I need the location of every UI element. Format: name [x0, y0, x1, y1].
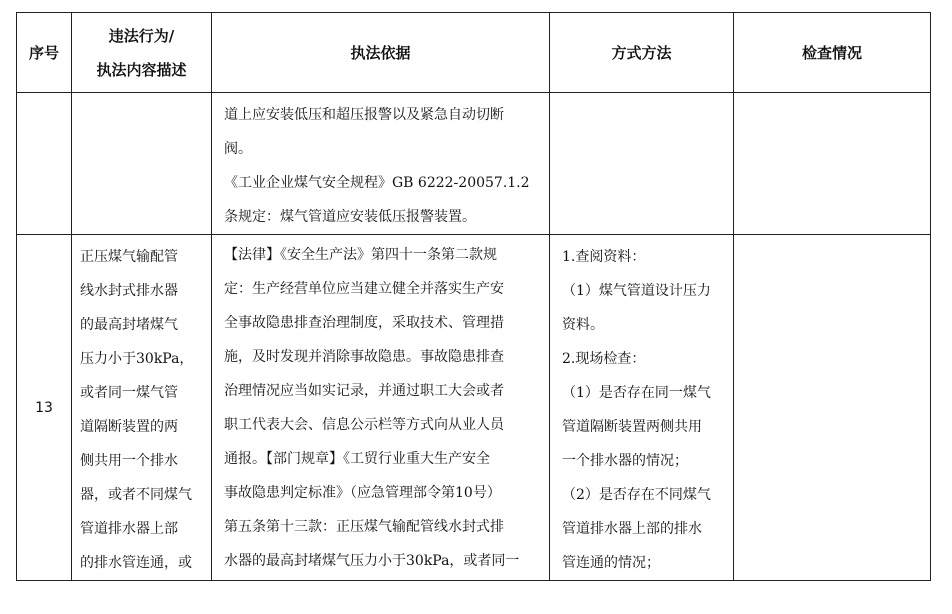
behavior-line: 或者同一煤气管	[80, 385, 178, 401]
table-row-13	[17, 235, 931, 581]
behavior-line: 器，或者不同煤气	[80, 487, 192, 503]
behavior-line: 压力小于30kPa，	[80, 351, 194, 367]
continued-behavior-cell	[72, 93, 212, 235]
table-header-row	[17, 13, 931, 93]
basis-cell	[212, 235, 550, 581]
header-behavior-line1: 违法行为/	[108, 26, 175, 45]
continued-no-cell	[17, 93, 72, 235]
header-no: 序号	[17, 13, 72, 93]
method-line: 资料。	[562, 317, 604, 333]
basis-line: 施，及时发现并消除事故隐患。事故隐患排查	[224, 349, 504, 365]
behavior-cell	[72, 235, 212, 581]
method-line: 管道排水器上部的排水	[562, 521, 702, 537]
enforcement-table	[16, 12, 931, 581]
basis-line: 治理情况应当如实记录，并通过职工大会或者	[224, 383, 504, 399]
basis-line: 全事故隐患排查治理制度，采取技术、管理措	[224, 315, 504, 331]
method-line: （1）煤气管道设计压力	[562, 283, 711, 299]
method-line: 一个排水器的情况；	[562, 453, 688, 469]
continued-basis-line: 条规定：煤气管道应安装低压报警装置。	[224, 209, 476, 225]
header-basis: 执法依据	[212, 13, 550, 93]
method-cell	[550, 235, 734, 581]
header-behavior	[72, 13, 212, 93]
basis-line: 定：生产经营单位应当建立健全并落实生产安	[224, 281, 504, 297]
method-line: 管道隔断装置两侧共用	[562, 419, 702, 435]
table-row-continued	[17, 93, 931, 235]
basis-line: 事故隐患判定标准》（应急管理部令第10号）	[224, 485, 501, 501]
behavior-line: 线水封式排水器	[80, 283, 178, 299]
basis-line: 【法律】《安全生产法》第四十一条第二款规	[224, 247, 497, 263]
continued-basis-cell	[212, 93, 550, 235]
header-inspection: 检查情况	[734, 13, 931, 93]
continued-basis-line: 道上应安装低压和超压报警以及紧急自动切断	[224, 107, 504, 123]
basis-line: 第五条第十三款：正压煤气输配管线水封式排	[224, 519, 504, 535]
continued-basis-line: 《工业企业煤气安全规程》GB 6222-20057.1.2	[224, 175, 530, 191]
inspection-cell	[734, 235, 931, 581]
behavior-line: 正压煤气输配管	[80, 249, 178, 265]
header-method: 方式方法	[550, 13, 734, 93]
continued-inspection-cell	[734, 93, 931, 235]
method-line: 2.现场检查：	[562, 351, 646, 367]
method-line: 1.查阅资料：	[562, 249, 646, 265]
basis-line: 通报。【部门规章】《工贸行业重大生产安全	[224, 451, 490, 467]
method-line: （2）是否存在不同煤气	[562, 487, 711, 503]
behavior-line: 管道排水器上部	[80, 521, 178, 537]
continued-basis-line: 阀。	[224, 141, 252, 157]
behavior-line: 道隔断装置的两	[80, 419, 178, 435]
row-number: 13	[17, 235, 72, 581]
method-line: （1）是否存在同一煤气	[562, 385, 711, 401]
basis-line: 水器的最高封堵煤气压力小于30kPa，或者同一	[224, 553, 520, 569]
continued-method-cell	[550, 93, 734, 235]
basis-line: 职工代表大会、信息公示栏等方式向从业人员	[224, 417, 504, 433]
header-behavior-line2: 执法内容描述	[96, 60, 187, 79]
behavior-line: 的排水管连通，或	[80, 555, 192, 571]
behavior-line: 的最高封堵煤气	[80, 317, 178, 333]
behavior-line: 侧共用一个排水	[80, 453, 178, 469]
method-line: 管连通的情况；	[562, 555, 660, 571]
